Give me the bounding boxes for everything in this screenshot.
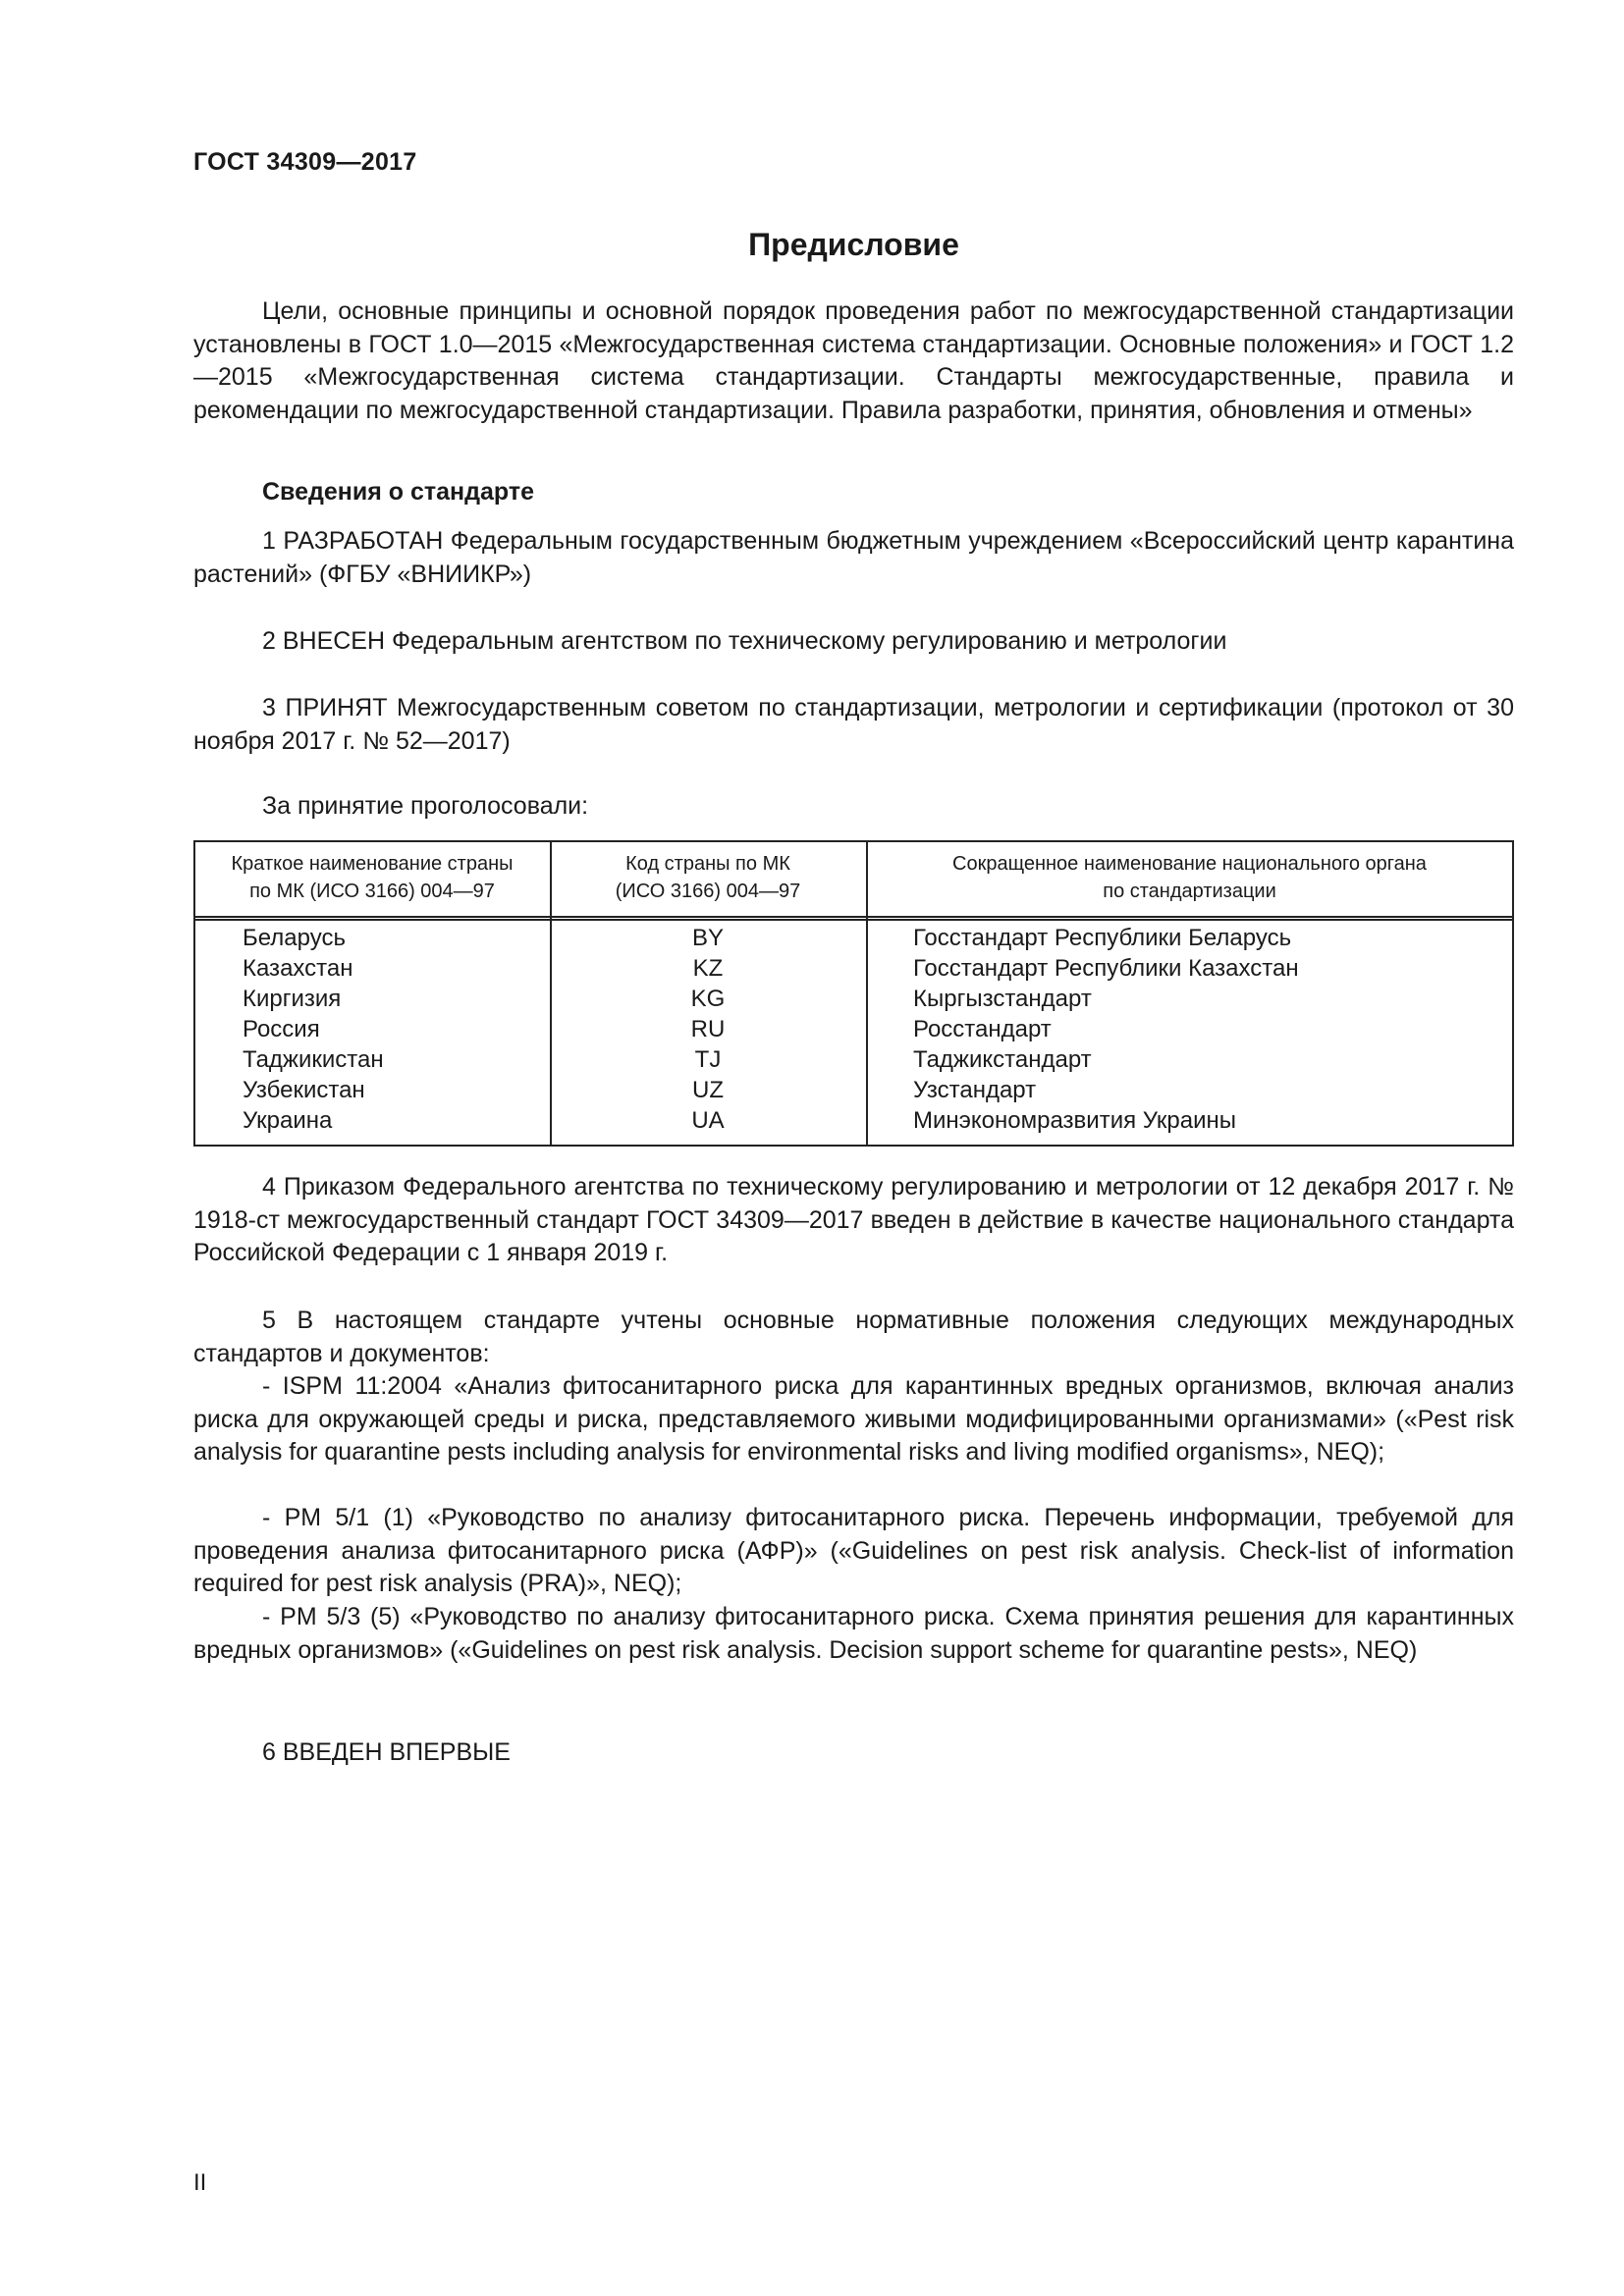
header-org-line2: по стандартизации [1103,881,1276,902]
item-5-pm-5-1: - PM 5/1 (1) «Руководство по анализу фитосанитарного риска. Перечень информации, требуемой для проведения анализа фитосанитарного риска (АФР)» («Guidelines on pest risk analysis. Check-list of information required for pest risk analysis (PRA)», NEQ); [193,1504,1514,1597]
header-country-line1: Краткое наименование страны [231,853,514,875]
header-org [867,850,1512,905]
table-cell-code: RU [690,1016,726,1042]
table-cell-country: Киргизия [243,986,342,1012]
table-cell-country: Украина [243,1107,333,1134]
table-cell-org: Таджикстандарт [913,1046,1092,1073]
header-code [551,850,865,905]
table-cell-country: Узбекистан [243,1077,365,1103]
column-org [913,923,1299,1136]
table-cell-code: BY [691,925,724,951]
table-cell-code: KZ [692,955,724,982]
column-code [551,923,865,1136]
item-2-submitted: 2 ВНЕСЕН Федеральным агентством по техническому регулированию и метрологии [262,627,1227,655]
table-cell-code: TJ [694,1046,722,1073]
item-1-developed: 1 РАЗРАБОТАН Федеральным государственным бюджетным учреждением «Всероссийский центр карантина растений» (ФГБУ «ВНИИКР») [193,527,1514,588]
voted-label: За принятие проголосовали: [262,792,589,820]
table-cell-org: Росстандарт [913,1016,1052,1042]
table-cell-org: Кыргызстандарт [913,986,1092,1012]
table-cell-code: UA [691,1107,725,1134]
standard-info-heading: Сведения о стандарте [262,478,535,506]
column-country [243,923,384,1136]
table-header [195,842,1512,921]
document-page [193,0,1514,2296]
table-cell-org: Минэкономразвития Украины [913,1107,1237,1134]
item-3-adopted: 3 ПРИНЯТ Межгосударственным советом по стандартизации, метрологии и сертификации (протокол от 30 ноября 2017 г. № 52—2017) [193,694,1514,755]
page-number: II [193,2169,207,2196]
voting-table [193,840,1514,1147]
table-cell-code: UZ [692,1077,724,1103]
table-cell-country: Беларусь [243,925,346,951]
header-code-line1: Код страны по МК [625,853,790,875]
table-cell-code: KG [690,986,726,1012]
table-cell-country: Казахстан [243,955,353,982]
table-cell-country: Таджикистан [243,1046,384,1073]
header-country-line2: по МК (ИСО 3166) 004—97 [249,881,495,902]
table-cell-org: Госстандарт Республики Казахстан [913,955,1299,982]
table-cell-country: Россия [243,1016,320,1042]
item-4-order: 4 Приказом Федерального агентства по техническому регулированию и метрологии от 12 декабря 2017 г. № 1918-ст межгосударственный стандарт ГОСТ 34309—2017 введен в действие в качестве национального стандарта Российской Федерации с 1 января 2019 г. [193,1173,1514,1266]
item-6-first-introduced: 6 ВВЕДЕН ВПЕРВЫЕ [262,1738,511,1766]
intro-paragraph: Цели, основные принципы и основной порядок проведения работ по межгосударственной стандартизации установлены в ГОСТ 1.0—2015 «Межгосударственная система стандартизации. Основные положения» и ГОСТ 1.2—2015 «Межгосударственная система стандартизации. Стандарты межгосударственные, правила и рекомендации по межгосударственной стандартизации. Правила разработки, принятия, обновления и отмены» [193,297,1514,424]
table-cell-org: Узстандарт [913,1077,1037,1103]
item-5-pm-5-3: - PM 5/3 (5) «Руководство по анализу фитосанитарного риска. Схема принятия решения для карантинных вредных организмов» («Guidelines on pest risk analysis. Decision support scheme for quarantine pests», NEQ) [193,1603,1514,1664]
table-cell-org: Госстандарт Республики Беларусь [913,925,1292,951]
item-5-ispm: - ISPM 11:2004 «Анализ фитосанитарного риска для карантинных вредных организмов, включая анализ риска для окружающей среды и риска, представляемого живыми модифицированными организмами» («Pest risk analysis for quarantine pests including analysis for environmental risks and living modified organisms», NEQ); [193,1372,1514,1466]
header-code-line2: (ИСО 3166) 004—97 [615,881,801,902]
page-title: Предисловие [748,227,959,262]
header-country [195,850,549,905]
header-org-line1: Сокращенное наименование национального органа [952,853,1427,875]
document-code: ГОСТ 34309—2017 [193,148,417,176]
column-divider [866,842,868,1145]
item-5-intro: 5 В настоящем стандарте учтены основные нормативные положения следующих международных стандартов и документов: [193,1307,1514,1367]
